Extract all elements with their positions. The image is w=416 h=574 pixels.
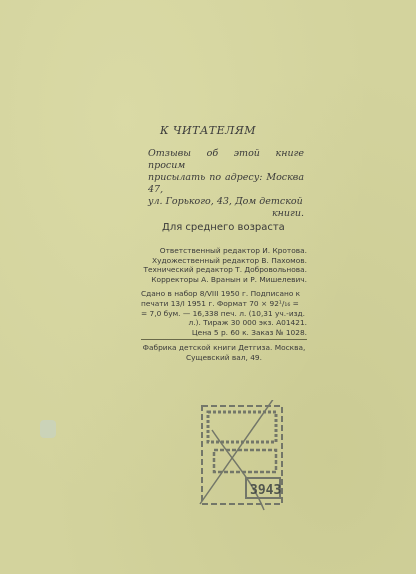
print-info-line: л.). Тираж 30 000 экз. А01421. — [188, 318, 307, 328]
editor-line: Технический редактор Т. Добровольнова. — [143, 265, 307, 275]
library-stamp — [192, 400, 288, 512]
stamp-graphic — [192, 400, 288, 512]
feedback-line: Отзывы об этой книге просим — [148, 148, 304, 171]
age-group-label: Для среднего возраста — [162, 222, 285, 233]
print-info-line: = 7,0 бум. — 16,338 печ. л. (10,31 уч.-изд. — [141, 308, 306, 318]
editor-line: Художественный редактор В. Пахомов. — [152, 255, 307, 265]
print-info-line: печати 13/I 1951 г. Формат 70 × 92¹/₁₆ = — [141, 298, 299, 308]
divider — [141, 339, 307, 340]
print-info-line: Цена 5 р. 60 к. Заказ № 1028. — [191, 327, 307, 337]
feedback-address-text — [148, 148, 304, 220]
print-info-line: Сдано в набор 8/VIII 1950 г. Подписано к — [141, 289, 301, 299]
feedback-line: ул. Горького, 43, Дом детской — [148, 196, 303, 207]
colophon — [141, 246, 307, 363]
feedback-line: книги. — [272, 208, 304, 219]
factory-line: Сущевский вал, 49. — [186, 352, 262, 362]
editor-line: Ответственный редактор И. Кротова. — [159, 246, 307, 255]
factory-line: Фабрика детской книги Детгиза. Москва, — [142, 343, 306, 353]
feedback-line: присылать по адресу: Москва 47, — [148, 172, 304, 195]
stamp-number: 3943 — [250, 483, 282, 498]
paper-scuff — [40, 420, 56, 438]
readers-heading: К ЧИТАТЕЛЯМ — [160, 124, 256, 137]
editor-line: Корректоры А. Вранын и Р. Мишелевич. — [151, 274, 307, 284]
